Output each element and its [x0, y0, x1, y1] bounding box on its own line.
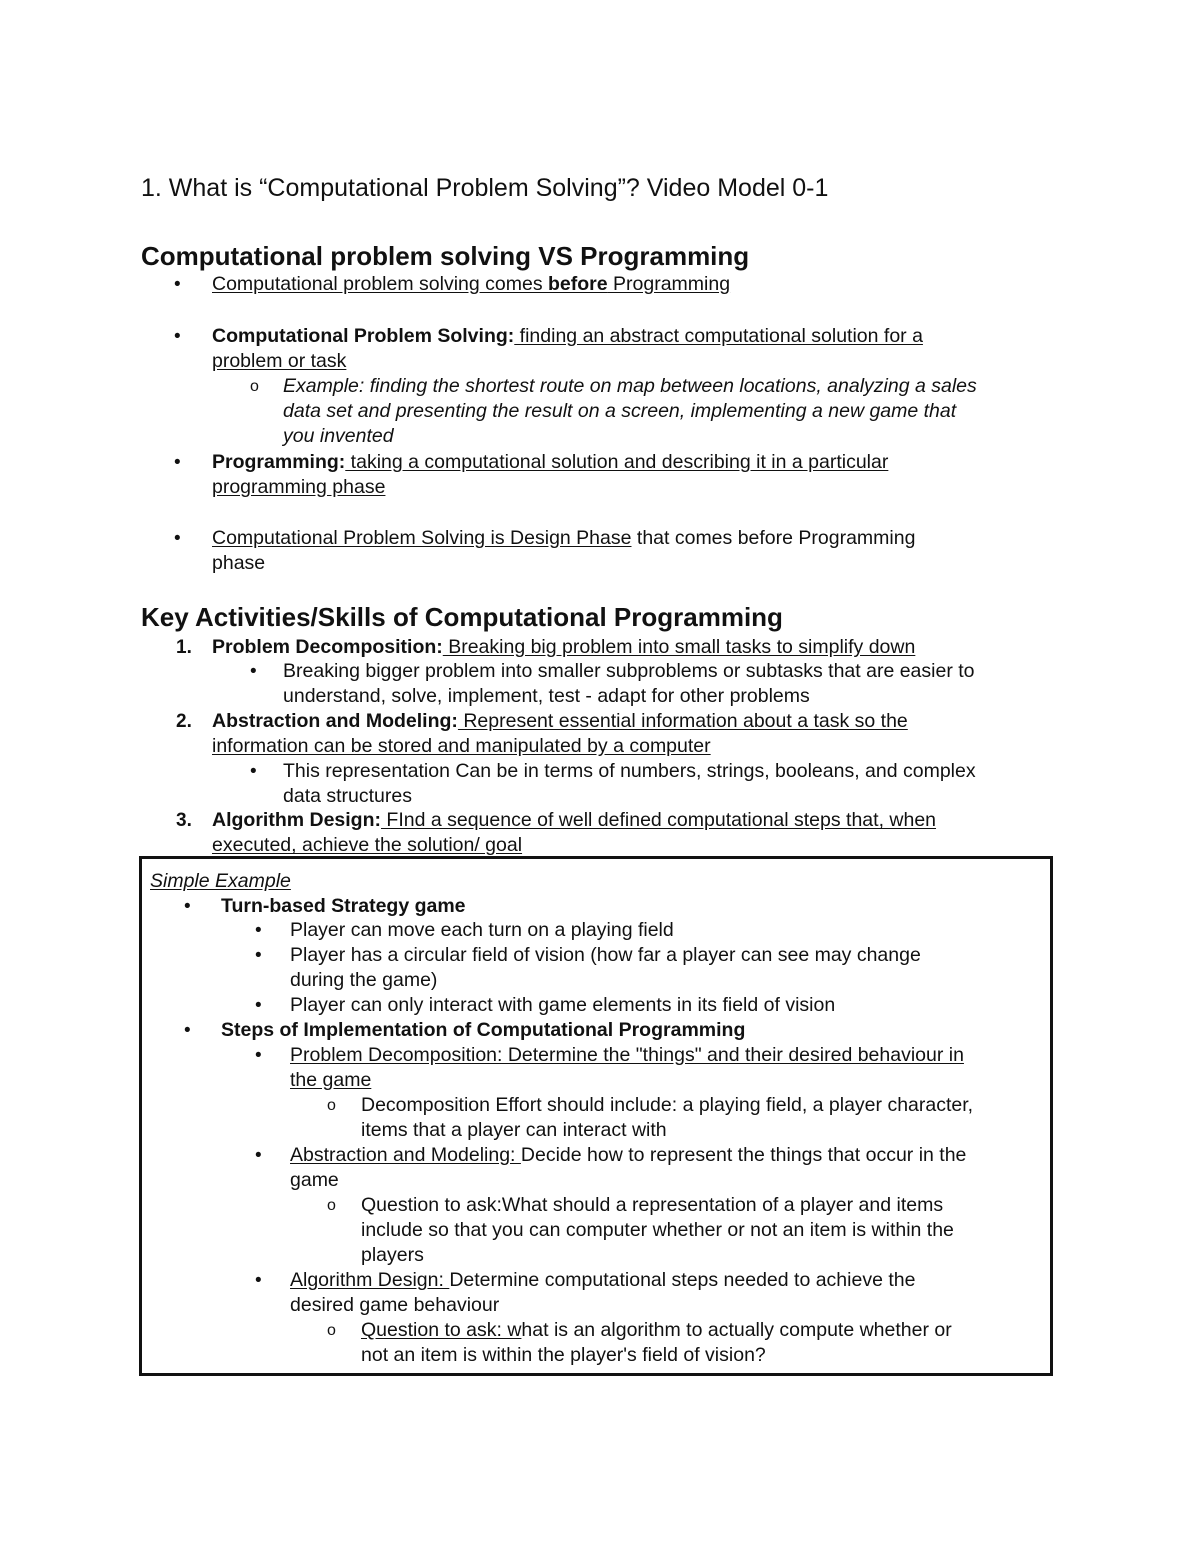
decomposition-detail-line2: understand, solve, implement, test - adapt for other problems [283, 685, 810, 707]
decomposition-effort: Decomposition Effort should include: a playing field, a player character, [361, 1094, 974, 1116]
step-algorithm: Algorithm Design: Determine computational steps needed to achieve the [290, 1269, 916, 1291]
bullet-cps-definition: Computational Problem Solving: finding an abstract computational solution for a [212, 325, 923, 347]
list-number: 3. [176, 810, 192, 831]
bullet-icon: • [255, 1145, 262, 1166]
bullet-icon: • [255, 1270, 262, 1291]
circle-bullet-icon: o [250, 378, 259, 395]
example-line-1: Example: finding the shortest route on map between locations, analyzing a sales [283, 375, 977, 397]
bullet-programming-definition: Programming: taking a computational solution and describing it in a particular [212, 451, 889, 473]
bullet-icon: • [250, 661, 257, 682]
page-title: 1. What is “Computational Problem Solving”? Video Model 0-1 [141, 174, 829, 202]
circle-bullet-icon: o [327, 1097, 336, 1114]
list-number: 2. [176, 711, 192, 732]
bullet-icon: • [255, 920, 262, 941]
bullet-icon: • [174, 274, 181, 295]
bullet-design-phase-line2: phase [212, 552, 266, 574]
game-label: Turn-based Strategy game [221, 895, 466, 917]
bullet-design-phase: Computational Problem Solving is Design Phase that comes before Programming [212, 527, 916, 549]
decomposition-effort-line2: items that a player can interact with [361, 1119, 667, 1141]
step-decomposition-line2: the game [290, 1069, 372, 1091]
abstraction-question: Question to ask:What should a representation of a player and items [361, 1194, 944, 1216]
bullet-icon: • [184, 1020, 191, 1041]
decomposition-detail-line1: Breaking bigger problem into smaller subproblems or subtasks that are easier to [283, 660, 975, 682]
bullet-icon: • [174, 528, 181, 549]
circle-bullet-icon: o [327, 1322, 336, 1339]
algorithm-question-line2: not an item is within the player's field of vision? [361, 1344, 766, 1366]
bullet-icon: • [174, 326, 181, 347]
circle-bullet-icon: o [327, 1197, 336, 1214]
section-heading-cps-vs-programming: Computational problem solving VS Programming [141, 241, 750, 271]
game-feature-line2: during the game) [290, 969, 438, 991]
list-item-algorithm-design: Algorithm Design: FInd a sequence of well defined computational steps that, when [212, 809, 937, 831]
bullet-icon: • [255, 995, 262, 1016]
example-title: Simple Example [150, 870, 291, 892]
steps-label: Steps of Implementation of Computational Programming [221, 1019, 746, 1041]
section-heading-key-activities: Key Activities/Skills of Computational Programming [141, 602, 783, 632]
bullet-icon: • [255, 945, 262, 966]
bullet-icon: • [174, 452, 181, 473]
example-line-3: you invented [283, 425, 394, 447]
bullet-cps-definition-line2: problem or task [212, 350, 347, 372]
example-line-2: data set and presenting the result on a screen, implementing a new game that [283, 400, 957, 422]
bullet-icon: • [184, 896, 191, 917]
game-feature: Player can move each turn on a playing field [290, 919, 674, 941]
game-feature: Player can only interact with game elements in its field of vision [290, 994, 836, 1016]
abstraction-detail-line2: data structures [283, 785, 412, 807]
list-item-abstraction-line2: information can be stored and manipulated by a computer [212, 735, 711, 757]
step-abstraction: Abstraction and Modeling: Decide how to represent the things that occur in the [290, 1144, 967, 1166]
step-abstraction-line2: game [290, 1169, 339, 1191]
abstraction-question-line3: players [361, 1244, 424, 1266]
abstraction-question-line2: include so that you can computer whether or not an item is within the [361, 1219, 954, 1241]
step-algorithm-line2: desired game behaviour [290, 1294, 500, 1316]
step-decomposition: Problem Decomposition: Determine the "things" and their desired behaviour in [290, 1044, 964, 1066]
algorithm-question: Question to ask: what is an algorithm to actually compute whether or [361, 1319, 952, 1341]
game-feature: Player has a circular field of vision (how far a player can see may change [290, 944, 921, 966]
list-item-algorithm-design-line2: executed, achieve the solution/ goal [212, 834, 523, 856]
list-item-decomposition: Problem Decomposition: Breaking big problem into small tasks to simplify down [212, 636, 916, 658]
bullet-icon: • [250, 761, 257, 782]
bullet-programming-definition-line2: programming phase [212, 476, 386, 498]
list-number: 1. [176, 637, 192, 658]
list-item-abstraction: Abstraction and Modeling: Represent essential information about a task so the [212, 710, 908, 732]
bullet-cps-before-programming: Computational problem solving comes before Programming [212, 273, 731, 295]
abstraction-detail-line1: This representation Can be in terms of numbers, strings, booleans, and complex [283, 760, 976, 782]
bullet-icon: • [255, 1045, 262, 1066]
